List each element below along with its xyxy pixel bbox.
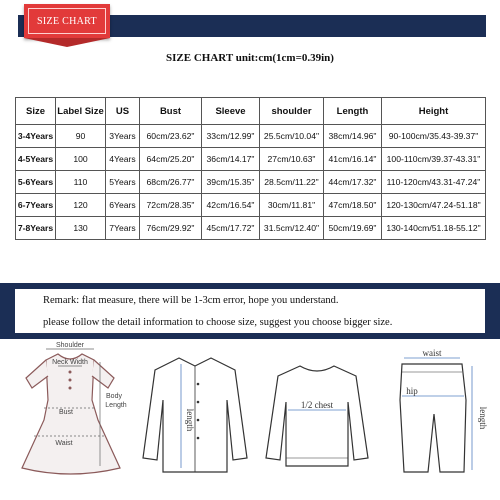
table-cell: 47cm/18.50" bbox=[324, 194, 382, 217]
table-cell: 3-4Years bbox=[16, 125, 56, 148]
dress-body-label: Body bbox=[106, 393, 122, 400]
table-cell: 100-110cm/39.37-43.31" bbox=[382, 148, 486, 171]
header-us: US bbox=[106, 98, 140, 125]
table-cell: 38cm/14.96" bbox=[324, 125, 382, 148]
header-sleeve: Sleeve bbox=[202, 98, 260, 125]
table-cell: 27cm/10.63" bbox=[260, 148, 324, 171]
dress-waist-label: Waist bbox=[55, 440, 73, 447]
remark-line-1: Remark: flat measure, there will be 1-3cm error, hope you understand. bbox=[43, 295, 339, 306]
table-cell: 4-5Years bbox=[16, 148, 56, 171]
table-cell: 110-120cm/43.31-47.24" bbox=[382, 171, 486, 194]
size-table bbox=[15, 97, 486, 240]
badge-label: SIZE CHART bbox=[28, 8, 106, 34]
table-cell: 64cm/25.20" bbox=[140, 148, 202, 171]
table-row bbox=[16, 125, 486, 148]
pants-hip-label: hip bbox=[406, 386, 418, 396]
table-cell: 39cm/15.35" bbox=[202, 171, 260, 194]
shirt-diagram bbox=[135, 340, 255, 490]
pants-diagram bbox=[382, 340, 492, 490]
dress-length-label: Length bbox=[105, 402, 127, 409]
tee-chest-label: 1/2 chest bbox=[300, 400, 334, 410]
dress-diagram bbox=[8, 340, 133, 490]
table-cell: 50cm/19.69" bbox=[324, 217, 382, 240]
header-height: Height bbox=[382, 98, 486, 125]
table-row bbox=[16, 148, 486, 171]
header-bust: Bust bbox=[140, 98, 202, 125]
table-cell: 130-140cm/51.18-55.12" bbox=[382, 217, 486, 240]
table-cell: 110 bbox=[56, 171, 106, 194]
header-length: Length bbox=[324, 98, 382, 125]
table-cell: 6-7Years bbox=[16, 194, 56, 217]
remark-line-2: please follow the detail information to choose size, suggest you choose bigger size. bbox=[43, 317, 393, 328]
table-cell: 45cm/17.72" bbox=[202, 217, 260, 240]
table-cell: 76cm/29.92" bbox=[140, 217, 202, 240]
table-cell: 7Years bbox=[106, 217, 140, 240]
table-cell: 42cm/16.54" bbox=[202, 194, 260, 217]
header-size: Size bbox=[16, 98, 56, 125]
table-cell: 30cm/11.81" bbox=[260, 194, 324, 217]
table-cell: 120-130cm/47.24-51.18" bbox=[382, 194, 486, 217]
dress-bust-label: Bust bbox=[58, 409, 74, 416]
table-cell: 6Years bbox=[106, 194, 140, 217]
table-row bbox=[16, 217, 486, 240]
table-cell: 25.5cm/10.04" bbox=[260, 125, 324, 148]
page-title: SIZE CHART unit:cm(1cm=0.39in) bbox=[166, 52, 334, 64]
table-cell: 130 bbox=[56, 217, 106, 240]
table-cell: 36cm/14.17" bbox=[202, 148, 260, 171]
size-chart-badge bbox=[24, 4, 110, 48]
table-cell: 28.5cm/11.22" bbox=[260, 171, 324, 194]
table-cell: 68cm/26.77" bbox=[140, 171, 202, 194]
remark-band bbox=[0, 283, 500, 339]
table-cell: 100 bbox=[56, 148, 106, 171]
tee-diagram bbox=[260, 340, 375, 490]
table-cell: 72cm/28.35" bbox=[140, 194, 202, 217]
header-label-size: Label Size bbox=[56, 98, 106, 125]
table-cell: 120 bbox=[56, 194, 106, 217]
table-cell: 5-6Years bbox=[16, 171, 56, 194]
shirt-length-label: length bbox=[185, 408, 195, 432]
header-shoulder: shoulder bbox=[260, 98, 324, 125]
table-cell: 5Years bbox=[106, 171, 140, 194]
table-cell: 7-8Years bbox=[16, 217, 56, 240]
table-cell: 90 bbox=[56, 125, 106, 148]
table-cell: 3Years bbox=[106, 125, 140, 148]
table-cell: 33cm/12.99" bbox=[202, 125, 260, 148]
table-cell: 31.5cm/12.40" bbox=[260, 217, 324, 240]
pants-length-label: length bbox=[478, 406, 488, 430]
pants-waist-label: waist bbox=[422, 348, 442, 358]
table-row bbox=[16, 194, 486, 217]
table-cell: 90-100cm/35.43-39.37" bbox=[382, 125, 486, 148]
table-header-row bbox=[16, 98, 486, 125]
table-cell: 41cm/16.14" bbox=[324, 148, 382, 171]
table-row bbox=[16, 171, 486, 194]
table-cell: 4Years bbox=[106, 148, 140, 171]
dress-neck-label: Neck Width bbox=[52, 359, 88, 366]
dress-shoulder-label: Shoulder bbox=[55, 342, 85, 349]
table-cell: 44cm/17.32" bbox=[324, 171, 382, 194]
table-cell: 60cm/23.62" bbox=[140, 125, 202, 148]
